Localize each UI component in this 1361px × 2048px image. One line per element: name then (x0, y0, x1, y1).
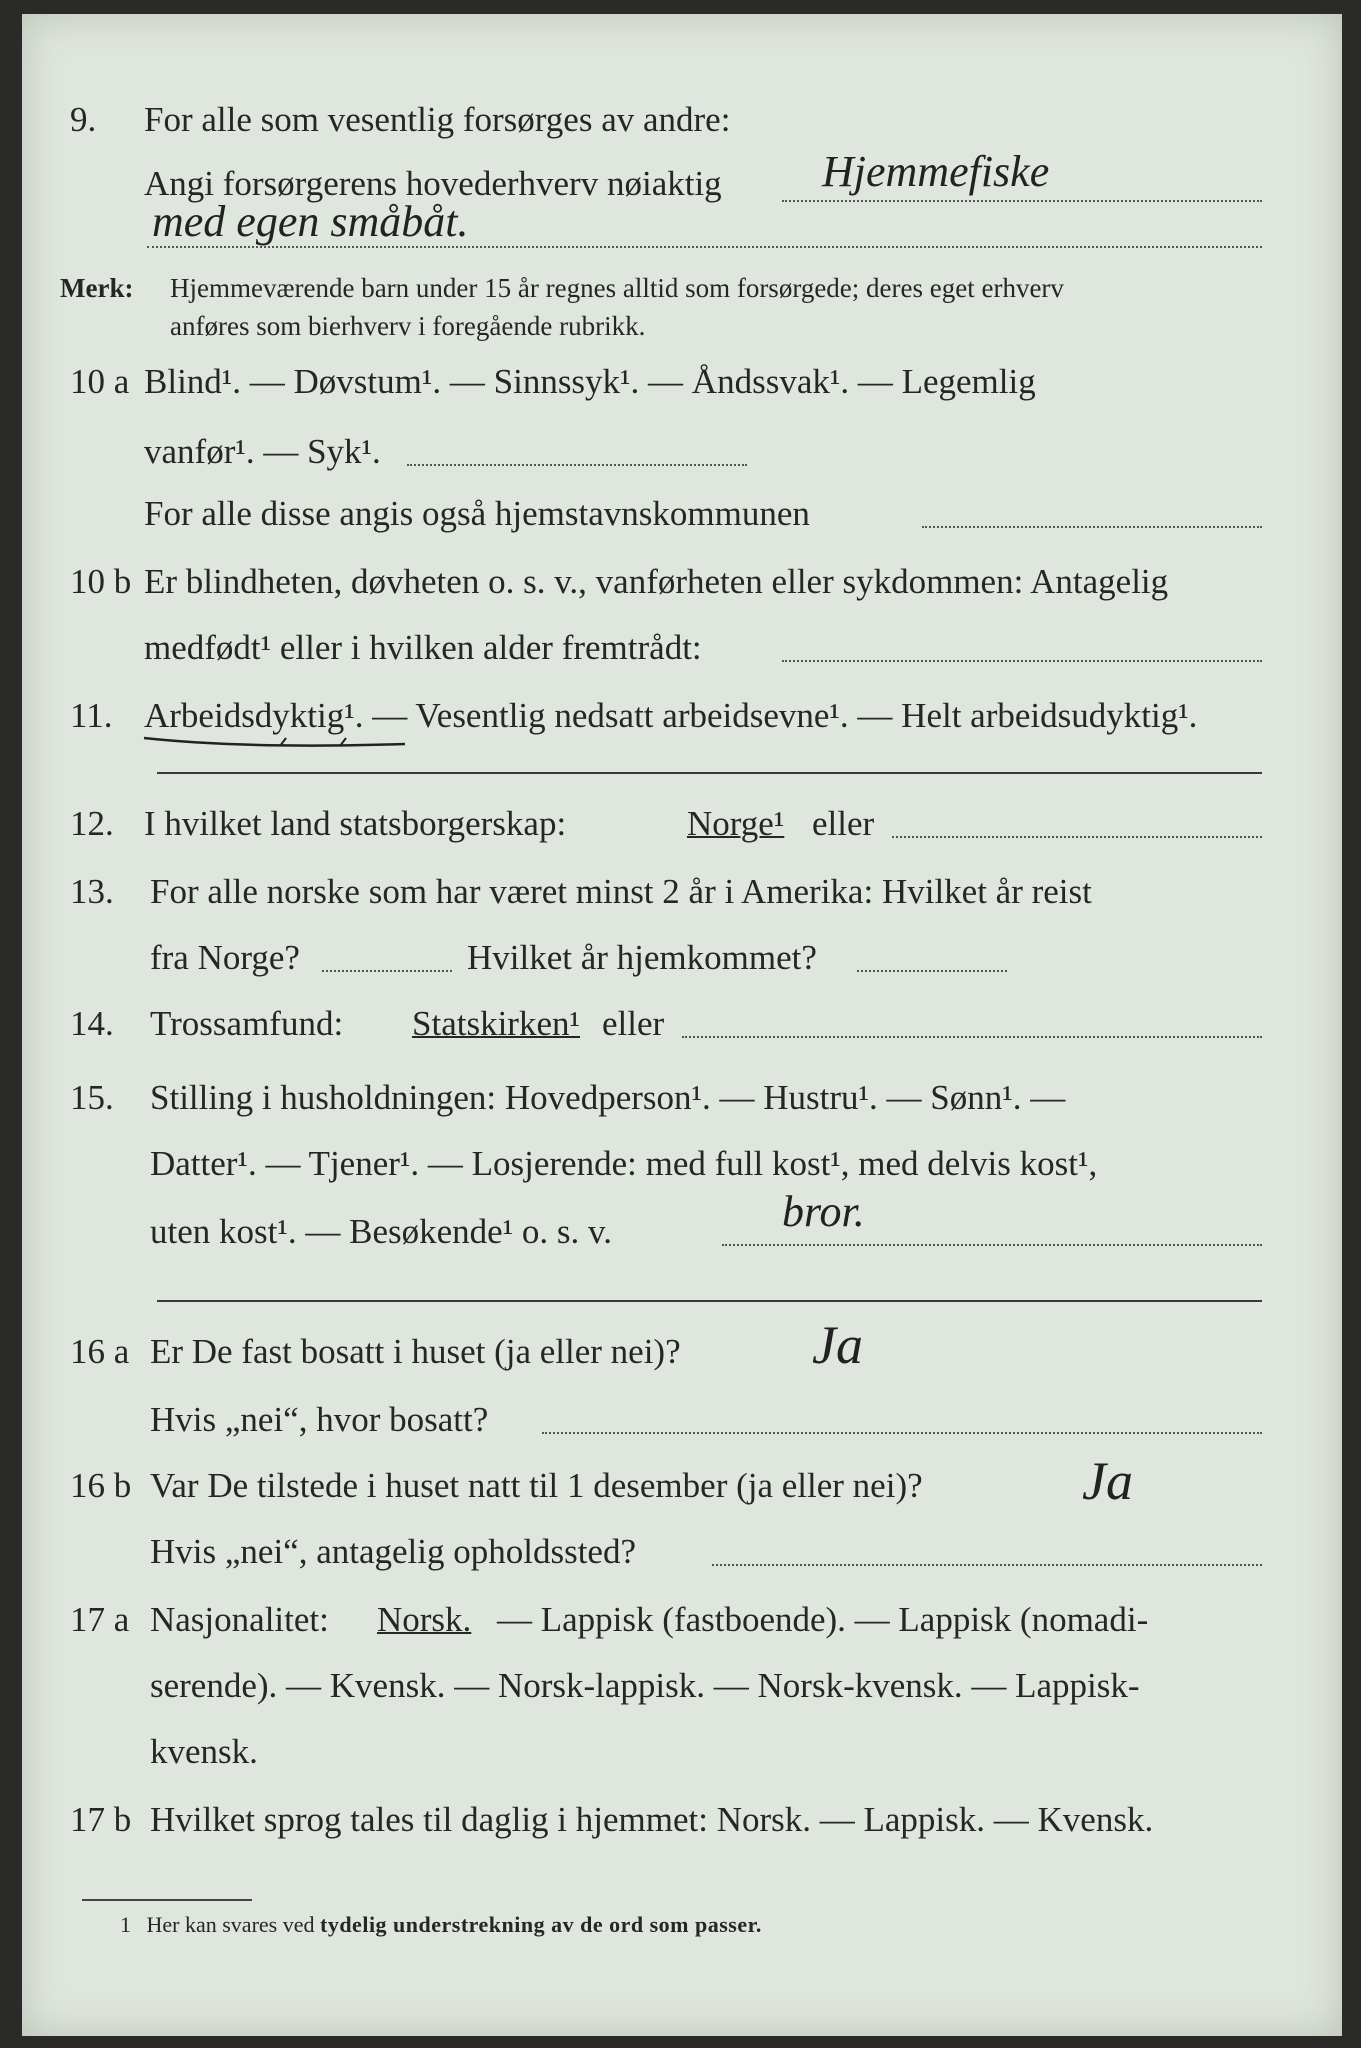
q10b-text-2: medfødt¹ eller i hvilken alder fremtrådt: (144, 628, 702, 667)
q14-number: 14. (70, 1004, 114, 1043)
q11-answer-line (157, 772, 1262, 774)
q13-number: 13. (70, 872, 114, 911)
merk-label: Merk: (60, 273, 134, 303)
q13-answer-line-1 (322, 970, 452, 972)
q17b-text: Hvilket sprog tales til daglig i hjemmet: Norsk. — Lappisk. — Kvensk. (150, 1800, 1154, 1839)
q12-selected-option: Norge¹ (687, 804, 785, 843)
q15-handwritten-answer: bror. (782, 1187, 865, 1236)
q17a-text-1-rest: — Lappisk (fastboende). — Lappisk (nomadi- (497, 1600, 1149, 1639)
q10b-number: 10 b (70, 562, 132, 601)
q16a-text-1: Er De fast bosatt i huset (ja eller nei)? (150, 1332, 681, 1371)
q16b-answer-line (712, 1564, 1262, 1566)
q15-text-3: uten kost¹. — Besøkende¹ o. s. v. (150, 1212, 613, 1251)
q17a-number: 17 a (70, 1600, 130, 1639)
q14-text: Trossamfund: (150, 1004, 344, 1043)
q9-answer-line-1 (782, 200, 1262, 202)
q13-answer-line-2 (857, 970, 1007, 972)
q15-number: 15. (70, 1078, 114, 1117)
q17b-number: 17 b (70, 1800, 132, 1839)
q9-number: 9. (70, 100, 97, 139)
q10a-text-1: Blind¹. — Døvstum¹. — Sinnssyk¹. — Åndssvak¹. — Legemlig (144, 362, 1036, 401)
footnote-mark: 1 (120, 1912, 131, 1937)
q10a-text-3: For alle disse angis også hjemstavnskommunen (144, 494, 810, 533)
q10a-text-2: vanfør¹. — Syk¹. (144, 432, 381, 471)
q9-text-1: For alle som vesentlig forsørges av andre: (144, 100, 731, 139)
q16a-text-2: Hvis „nei“, hvor bosatt? (150, 1400, 489, 1439)
q14-selected-option: Statskirken¹ (412, 1004, 580, 1043)
q16a-handwritten-answer: Ja (812, 1315, 863, 1375)
q11-handwritten-underline (140, 726, 410, 756)
footnote-rule (82, 1899, 252, 1901)
q12-or: eller (812, 804, 875, 843)
q15-text-1: Stilling i husholdningen: Hovedperson¹. — Hustru¹. — Sønn¹. — (150, 1078, 1066, 1117)
q10b-text-1: Er blindheten, døvheten o. s. v., vanførheten eller sykdommen: Antagelig (144, 562, 1169, 601)
q13-text-1: For alle norske som har været minst 2 år i Amerika: Hvilket år reist (150, 872, 1092, 911)
q11-selected-option: Arbeidsdyktig¹. (144, 696, 364, 735)
q17a-text-2: serende). — Kvensk. — Norsk-lappisk. — Norsk-kvensk. — Lappisk- (150, 1666, 1140, 1705)
q16b-text-2: Hvis „nei“, antagelig opholdssted? (150, 1532, 636, 1571)
q14-answer-line (682, 1036, 1262, 1038)
q16a-number: 16 a (70, 1332, 130, 1371)
q12-number: 12. (70, 804, 114, 843)
census-form-page (22, 14, 1342, 2036)
q17a-selected-option: Norsk. (377, 1600, 472, 1639)
q10b-answer-line (782, 660, 1262, 662)
q17a-text: Nasjonalitet: (150, 1600, 329, 1639)
q9-handwritten-answer-1: Hjemmefiske (822, 147, 1050, 196)
q10a-answer-line-2 (922, 526, 1262, 528)
q16b-handwritten-answer: Ja (1082, 1451, 1133, 1511)
q14-or: eller (602, 1004, 665, 1043)
q11-other-options: — Vesentlig nedsatt arbeidsevne¹. — Helt arbeidsudyktig¹. (363, 696, 1198, 735)
q15-answer-line (722, 1244, 1262, 1246)
q10a-number: 10 a (70, 362, 130, 401)
q9-handwritten-answer-2: med egen småbåt. (152, 197, 469, 246)
q16a-answer-line (542, 1432, 1262, 1434)
footnote (120, 1912, 762, 1938)
q10a-answer-line-1 (407, 464, 747, 466)
q15-answer-line-2 (157, 1300, 1262, 1302)
q13-text-2b: Hvilket år hjemkommet? (467, 938, 817, 977)
q9-text-2: Angi forsørgerens hovederhverv nøiaktig (144, 164, 722, 203)
footnote-bold-text: tydelig understrekning av de ord som passer. (320, 1912, 762, 1937)
q15-text-2: Datter¹. — Tjener¹. — Losjerende: med full kost¹, med delvis kost¹, (150, 1144, 1098, 1183)
merk-text-1: Hjemmeværende barn under 15 år regnes alltid som forsørgede; deres eget erhverv (170, 273, 1064, 303)
q12-text: I hvilket land statsborgerskap: (144, 804, 567, 843)
q11-number: 11. (70, 696, 113, 735)
q17a-text-3: kvensk. (150, 1732, 258, 1771)
footnote-text: Her kan svares ved (146, 1912, 320, 1937)
q16b-text-1: Var De tilstede i huset natt til 1 desember (ja eller nei)? (150, 1466, 923, 1505)
merk-text-2: anføres som bierhverv i foregående rubrikk. (170, 311, 646, 341)
q12-answer-line (892, 836, 1262, 838)
q16b-number: 16 b (70, 1466, 132, 1505)
q13-text-2a: fra Norge? (150, 938, 300, 977)
